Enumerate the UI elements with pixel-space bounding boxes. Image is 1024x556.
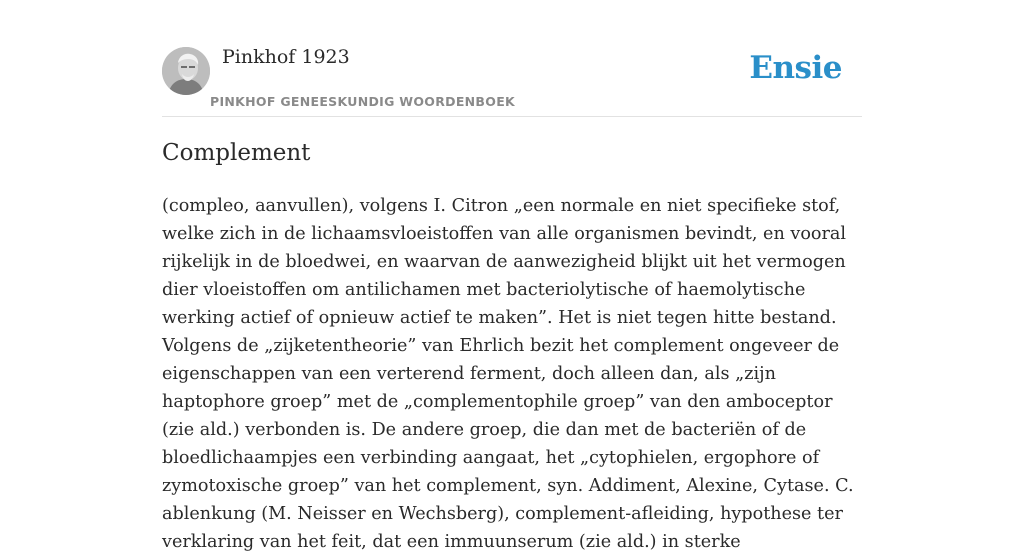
avatar[interactable]: [162, 47, 210, 95]
entry-page: [162, 0, 862, 552]
brand-logo[interactable]: Ensie: [749, 50, 842, 86]
portrait-photo-icon: [162, 47, 210, 95]
source-header: [162, 0, 862, 117]
entry-body: (compleo, aanvullen), volgens I. Citron „een normale en niet specifieke stof, welke zich in de lichaamsvloeistoffen van alle organismen bevindt, en vooral rijkelijk in de bloedwei, en waarvan de aanwezigheid blijkt uit het vermogen dier vloeistoffen om antilichamen met bacteriolytische of haemolytische werking actief of opnieuw actief te maken”. Het is niet tegen hitte bestand. Volgens de „zijketentheorie” van Ehrlich bezit het complement ongeveer de eigenschappen van een verterend ferment, doch alleen dan, als „zijn haptophore groep” met de „complementophile groep” van den amboceptor (zie ald.) verbonden is. De andere groep, die dan met de bacteriën of de bloedlichaampjes een verbinding aangaat, het „cytophielen, ergophore of zymotoxische groep” van het complement, syn. Addiment, Alexine, Cytase. C. ablenkung (M. Neisser en Wechsberg), complement-afleiding, hypothese ter verklaring van het feit, dat een immuunserum (zie ald.) in sterke: [162, 196, 854, 552]
source-subtitle[interactable]: PINKHOF GENEESKUNDIG WOORDENBOEK: [210, 94, 516, 109]
entry-title: Complement: [162, 140, 311, 166]
source-title[interactable]: Pinkhof 1923: [222, 46, 350, 68]
